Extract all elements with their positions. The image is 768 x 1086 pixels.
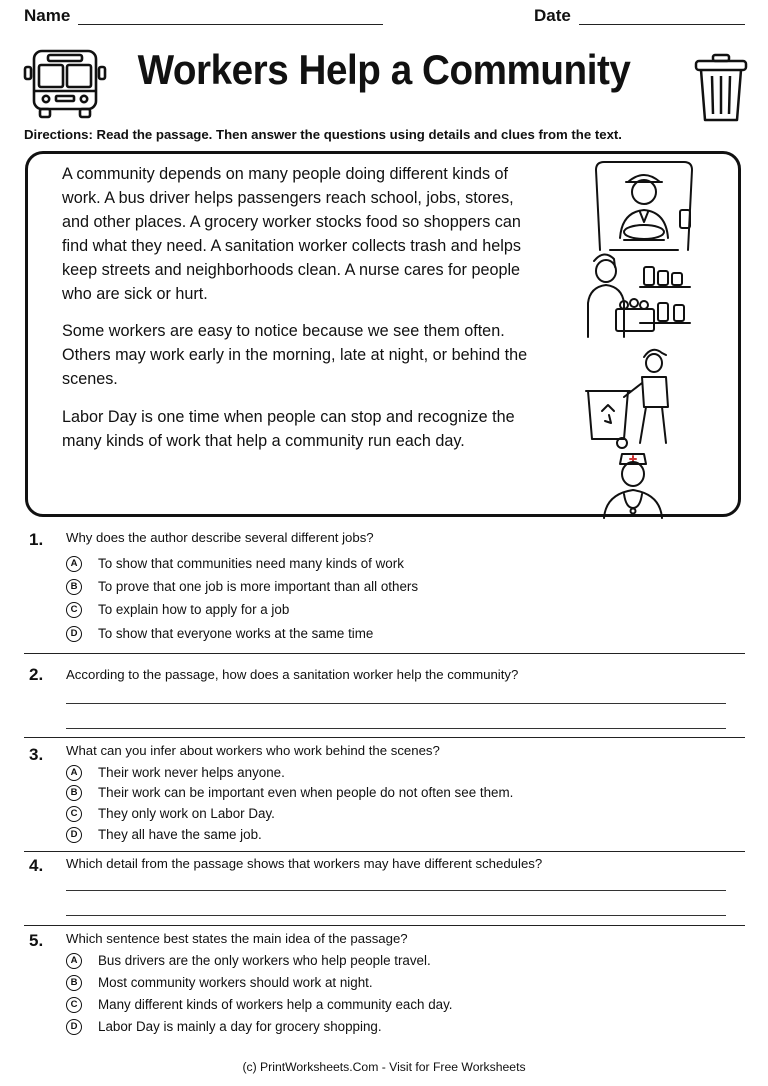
question-number: 2. (29, 665, 44, 684)
option-text: To explain how to apply for a job (98, 602, 290, 617)
grocery-worker-illustration (582, 247, 694, 343)
question-divider (24, 737, 745, 738)
sanitation-worker-illustration (582, 343, 694, 451)
answer-line[interactable] (66, 728, 726, 729)
option-text: They all have the same job. (98, 827, 262, 842)
option-text: To show that everyone works at the same time (98, 626, 374, 641)
question-number: 1. (29, 530, 44, 549)
option-text: Most community workers should work at night. (98, 975, 373, 990)
passage-box (25, 151, 741, 517)
option-text: Their work can be important even when people do not often see them. (98, 785, 514, 800)
option-text: Their work never helps anyone. (98, 765, 285, 780)
option-bubble[interactable]: C (66, 806, 82, 822)
answer-line[interactable] (66, 703, 726, 704)
option-bubble[interactable]: B (66, 785, 82, 801)
option-text: To show that communities need many kinds of work (98, 556, 404, 571)
question-number: 4. (29, 856, 44, 875)
option-text: Bus drivers are the only workers who help people travel. (98, 953, 431, 968)
directions: Directions: Read the passage. Then answer the questions using details and clues from the text. (24, 127, 622, 142)
option-text: Labor Day is mainly a day for grocery shopping. (98, 1019, 382, 1034)
option-bubble[interactable]: B (66, 579, 82, 595)
option-bubble[interactable]: A (66, 556, 82, 572)
passage-paragraph: A community depends on many people doing different kinds of work. A bus driver helps passengers reach school, jobs, stores, and other places. A grocery worker stocks food so shoppers can find what they need. A sanitation worker collects trash and helps keep streets and neighborhoods clean. A nurse cares for people who are sick or hurt. (62, 165, 521, 303)
option-bubble[interactable]: B (66, 975, 82, 991)
option-bubble[interactable]: C (66, 997, 82, 1013)
option-bubble[interactable]: D (66, 827, 82, 843)
bus-driver-illustration (590, 160, 698, 252)
name-field[interactable] (78, 24, 383, 25)
passage-paragraph: Labor Day is one time when people can stop and recognize the many kinds of work that help a community run each day. (62, 408, 515, 450)
question-divider (24, 653, 745, 654)
nurse-illustration (598, 450, 668, 520)
trash-can-icon (693, 52, 749, 124)
footer-credit: (c) PrintWorksheets.Com - Visit for Free Worksheets (242, 1060, 526, 1074)
passage-paragraph: Some workers are easy to notice because we see them often. Others may work early in the morning, late at night, or behind the scenes. (62, 322, 528, 388)
option-bubble[interactable]: D (66, 626, 82, 642)
question-number: 5. (29, 931, 44, 950)
answer-line[interactable] (66, 915, 726, 916)
option-bubble[interactable]: A (66, 953, 82, 969)
option-bubble[interactable]: A (66, 765, 82, 781)
date-field[interactable] (579, 24, 745, 25)
answer-line[interactable] (66, 890, 726, 891)
option-text: Many different kinds of workers help a community each day. (98, 997, 453, 1012)
option-bubble[interactable]: D (66, 1019, 82, 1035)
option-bubble[interactable]: C (66, 602, 82, 618)
option-text: They only work on Labor Day. (98, 806, 275, 821)
page-title: Workers Help a Community (137, 46, 631, 93)
name-label: Name (24, 6, 71, 25)
question-number: 3. (29, 745, 44, 764)
question-text: What can you infer about workers who work behind the scenes? (66, 743, 440, 758)
question-text: According to the passage, how does a sanitation worker help the community? (66, 667, 519, 682)
question-text: Which detail from the passage shows that workers may have different schedules? (66, 856, 543, 871)
date-label: Date (534, 6, 571, 25)
question-divider (24, 851, 745, 852)
question-text: Which sentence best states the main idea of the passage? (66, 931, 408, 946)
question-text: Why does the author describe several different jobs? (66, 530, 374, 545)
option-text: To prove that one job is more important than all others (98, 579, 419, 594)
question-divider (24, 925, 745, 926)
